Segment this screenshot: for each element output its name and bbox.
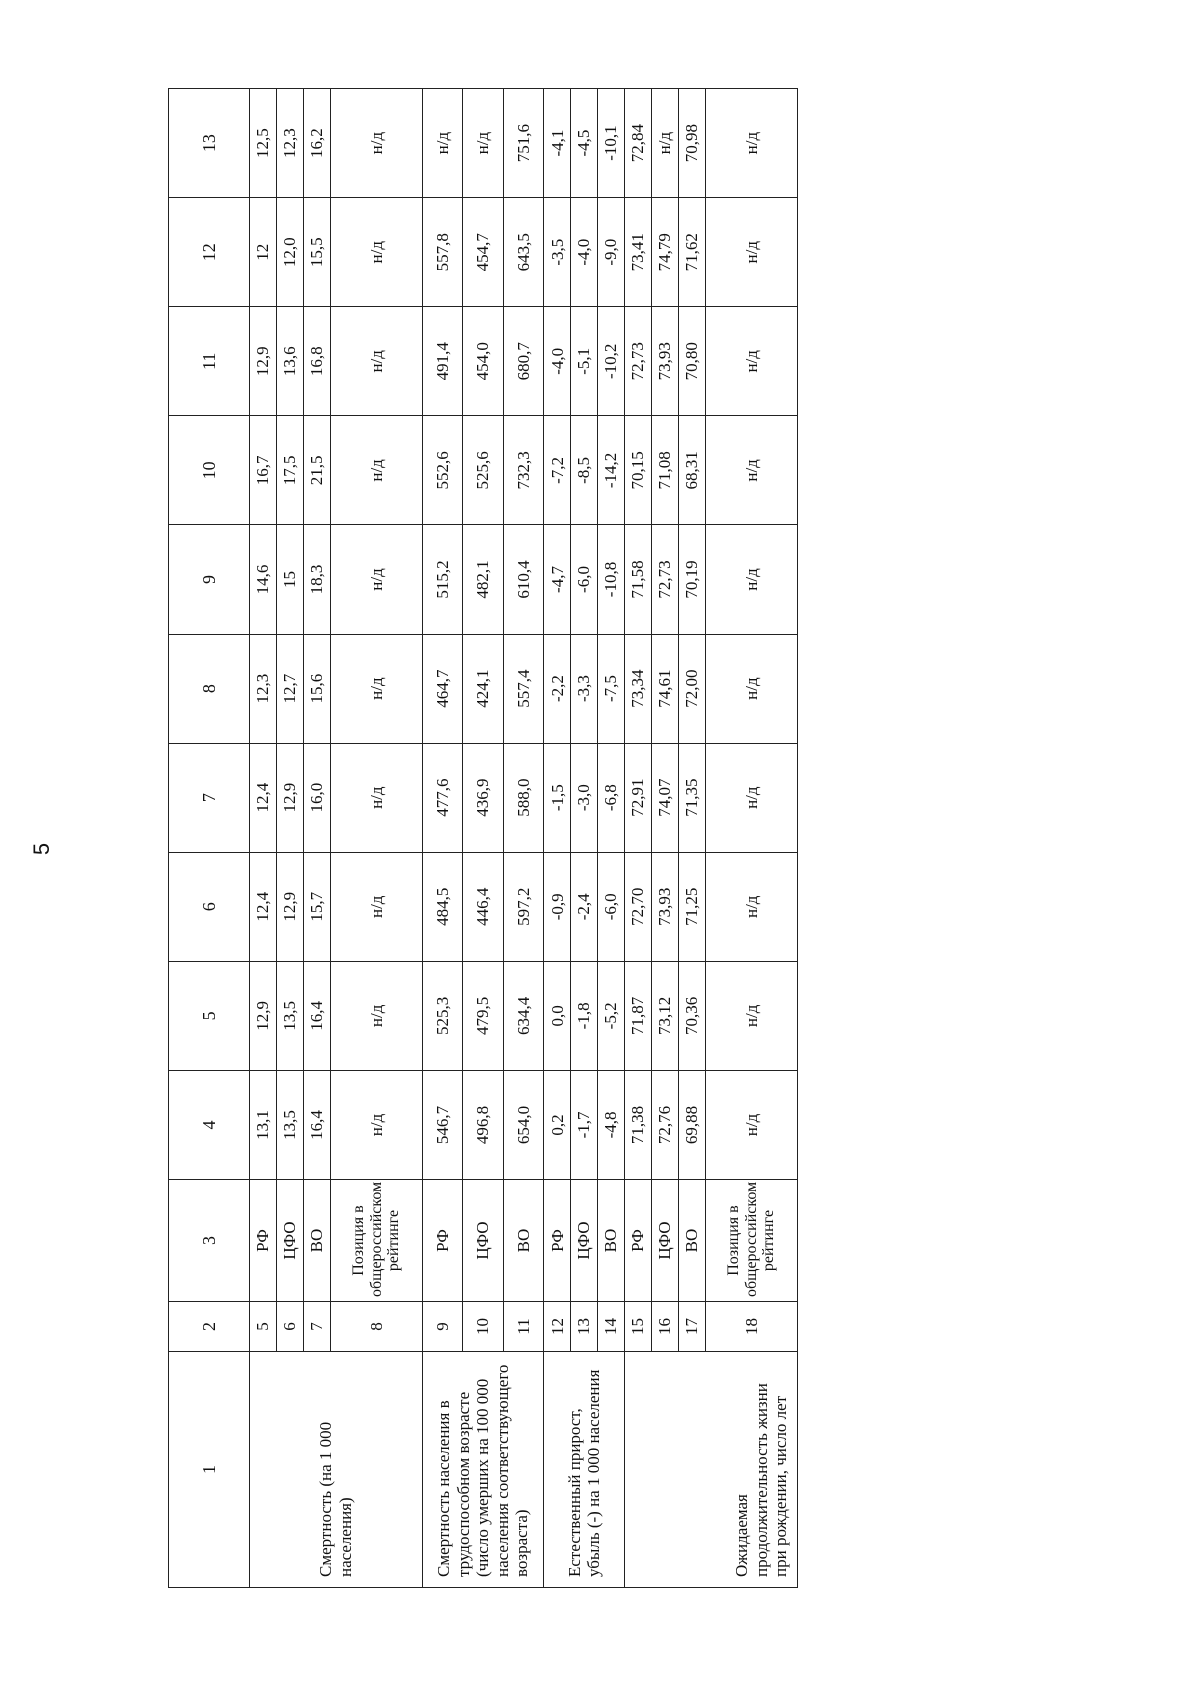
column-header: 10 <box>169 416 250 525</box>
value-cell: 477,6 <box>422 743 463 852</box>
value-cell: 71,38 <box>625 1070 652 1179</box>
value-cell: -3,0 <box>571 743 598 852</box>
value-cell: н/д <box>330 525 422 634</box>
value-cell: 12 <box>250 198 277 307</box>
value-cell: -3,3 <box>571 634 598 743</box>
row-number: 7 <box>303 1302 330 1352</box>
value-cell: н/д <box>706 1070 798 1179</box>
indicator-label: Смертность населения в трудоспособном возрасте (число умерших на 100 000 населения соответствующего возраста) <box>422 1352 544 1588</box>
value-cell: 424,1 <box>463 634 504 743</box>
value-cell: 72,91 <box>625 743 652 852</box>
value-cell: 12,9 <box>276 743 303 852</box>
row-number: 16 <box>652 1302 679 1352</box>
value-cell: 12,0 <box>276 198 303 307</box>
region-label: ЦФО <box>652 1180 679 1302</box>
region-label: ВО <box>303 1180 330 1302</box>
value-cell: н/д <box>706 89 798 198</box>
value-cell: 588,0 <box>503 743 544 852</box>
value-cell: н/д <box>706 634 798 743</box>
value-cell: 16,2 <box>303 89 330 198</box>
region-label: РФ <box>625 1180 652 1302</box>
value-cell: 12,5 <box>250 89 277 198</box>
indicator-label: Ожидаемая продолжительность жизни при рождении, число лет <box>625 1352 798 1588</box>
column-header: 7 <box>169 743 250 852</box>
column-header: 12 <box>169 198 250 307</box>
value-cell: -9,0 <box>598 198 625 307</box>
value-cell: -2,4 <box>571 852 598 961</box>
row-number: 5 <box>250 1302 277 1352</box>
value-cell: 525,3 <box>422 961 463 1070</box>
value-cell: н/д <box>706 852 798 961</box>
value-cell: 552,6 <box>422 416 463 525</box>
value-cell: н/д <box>706 307 798 416</box>
value-cell: -10,8 <box>598 525 625 634</box>
table-row <box>625 89 652 1588</box>
value-cell: 70,98 <box>679 89 706 198</box>
value-cell: 74,07 <box>652 743 679 852</box>
row-number: 18 <box>706 1302 798 1352</box>
region-label: РФ <box>544 1180 571 1302</box>
table-body <box>250 89 798 1588</box>
value-cell: -4,0 <box>544 307 571 416</box>
value-cell: -10,2 <box>598 307 625 416</box>
value-cell: 72,73 <box>652 525 679 634</box>
value-cell: 15 <box>276 525 303 634</box>
value-cell: -1,8 <box>571 961 598 1070</box>
row-number: 10 <box>463 1302 504 1352</box>
value-cell: 70,80 <box>679 307 706 416</box>
value-cell: -6,0 <box>571 525 598 634</box>
value-cell: 12,7 <box>276 634 303 743</box>
row-number: 14 <box>598 1302 625 1352</box>
value-cell: н/д <box>330 743 422 852</box>
region-label: ЦФО <box>276 1180 303 1302</box>
value-cell: 73,12 <box>652 961 679 1070</box>
value-cell: 71,58 <box>625 525 652 634</box>
statistics-table <box>168 88 798 1588</box>
value-cell: -2,2 <box>544 634 571 743</box>
table-header <box>169 89 250 1588</box>
value-cell: 732,3 <box>503 416 544 525</box>
value-cell: 73,93 <box>652 852 679 961</box>
value-cell: 73,34 <box>625 634 652 743</box>
region-label: ЦФО <box>463 1180 504 1302</box>
value-cell: 74,61 <box>652 634 679 743</box>
value-cell: н/д <box>330 307 422 416</box>
value-cell: -7,5 <box>598 634 625 743</box>
value-cell: 71,25 <box>679 852 706 961</box>
value-cell: 70,15 <box>625 416 652 525</box>
value-cell: 72,73 <box>625 307 652 416</box>
value-cell: 525,6 <box>463 416 504 525</box>
value-cell: н/д <box>330 1070 422 1179</box>
value-cell: 654,0 <box>503 1070 544 1179</box>
page-number: 5 <box>29 842 54 856</box>
value-cell: 12,9 <box>276 852 303 961</box>
value-cell: -4,1 <box>544 89 571 198</box>
value-cell: 70,19 <box>679 525 706 634</box>
rotated-table-wrapper <box>168 88 798 1588</box>
value-cell: н/д <box>330 198 422 307</box>
value-cell: -5,2 <box>598 961 625 1070</box>
row-number: 12 <box>544 1302 571 1352</box>
value-cell: н/д <box>706 525 798 634</box>
value-cell: 17,5 <box>276 416 303 525</box>
value-cell: 72,70 <box>625 852 652 961</box>
table-row <box>544 89 571 1588</box>
value-cell: -4,0 <box>571 198 598 307</box>
value-cell: 71,35 <box>679 743 706 852</box>
value-cell: 72,84 <box>625 89 652 198</box>
row-number: 11 <box>503 1302 544 1352</box>
column-header: 1 <box>169 1352 250 1588</box>
value-cell: -8,5 <box>571 416 598 525</box>
value-cell: 12,9 <box>250 307 277 416</box>
value-cell: 71,08 <box>652 416 679 525</box>
value-cell: 557,8 <box>422 198 463 307</box>
value-cell: 12,4 <box>250 743 277 852</box>
value-cell: 454,7 <box>463 198 504 307</box>
row-number: 8 <box>330 1302 422 1352</box>
column-header: 9 <box>169 525 250 634</box>
column-header: 3 <box>169 1180 250 1302</box>
value-cell: -4,8 <box>598 1070 625 1179</box>
value-cell: 16,8 <box>303 307 330 416</box>
value-cell: -1,5 <box>544 743 571 852</box>
column-header: 5 <box>169 961 250 1070</box>
value-cell: 464,7 <box>422 634 463 743</box>
value-cell: -5,1 <box>571 307 598 416</box>
column-header: 11 <box>169 307 250 416</box>
value-cell: н/д <box>330 89 422 198</box>
indicator-label: Смертность (на 1 000 населения) <box>250 1352 423 1588</box>
value-cell: 16,4 <box>303 961 330 1070</box>
value-cell: -4,5 <box>571 89 598 198</box>
value-cell: 69,88 <box>679 1070 706 1179</box>
row-number: 13 <box>571 1302 598 1352</box>
value-cell: 13,5 <box>276 1070 303 1179</box>
region-label: ВО <box>679 1180 706 1302</box>
region-label: ВО <box>503 1180 544 1302</box>
value-cell: 557,4 <box>503 634 544 743</box>
value-cell: 597,2 <box>503 852 544 961</box>
value-cell: н/д <box>652 89 679 198</box>
value-cell: 446,4 <box>463 852 504 961</box>
value-cell: 13,6 <box>276 307 303 416</box>
value-cell: 18,3 <box>303 525 330 634</box>
value-cell: 72,76 <box>652 1070 679 1179</box>
value-cell: 546,7 <box>422 1070 463 1179</box>
value-cell: -3,5 <box>544 198 571 307</box>
value-cell: 68,31 <box>679 416 706 525</box>
value-cell: 12,3 <box>276 89 303 198</box>
value-cell: -10,1 <box>598 89 625 198</box>
value-cell: 13,5 <box>276 961 303 1070</box>
value-cell: -1,7 <box>571 1070 598 1179</box>
value-cell: -6,8 <box>598 743 625 852</box>
value-cell: -6,0 <box>598 852 625 961</box>
value-cell: 12,3 <box>250 634 277 743</box>
value-cell: 12,4 <box>250 852 277 961</box>
value-cell: 479,5 <box>463 961 504 1070</box>
value-cell: 15,5 <box>303 198 330 307</box>
value-cell: н/д <box>422 89 463 198</box>
value-cell: 454,0 <box>463 307 504 416</box>
header-row <box>169 89 250 1588</box>
value-cell: 16,4 <box>303 1070 330 1179</box>
value-cell: -14,2 <box>598 416 625 525</box>
value-cell: н/д <box>706 198 798 307</box>
value-cell: -7,2 <box>544 416 571 525</box>
value-cell: 14,6 <box>250 525 277 634</box>
value-cell: 12,9 <box>250 961 277 1070</box>
row-number: 6 <box>276 1302 303 1352</box>
region-label: ВО <box>598 1180 625 1302</box>
value-cell: н/д <box>463 89 504 198</box>
value-cell: 13,1 <box>250 1070 277 1179</box>
value-cell: 73,41 <box>625 198 652 307</box>
row-number: 15 <box>625 1302 652 1352</box>
value-cell: 680,7 <box>503 307 544 416</box>
value-cell: 71,87 <box>625 961 652 1070</box>
column-header: 13 <box>169 89 250 198</box>
table-row <box>250 89 277 1588</box>
value-cell: 751,6 <box>503 89 544 198</box>
region-label: Позиция в общероссийском рейтинге <box>706 1180 798 1302</box>
value-cell: 496,8 <box>463 1070 504 1179</box>
row-number: 17 <box>679 1302 706 1352</box>
value-cell: 15,6 <box>303 634 330 743</box>
value-cell: 515,2 <box>422 525 463 634</box>
value-cell: 484,5 <box>422 852 463 961</box>
value-cell: 70,36 <box>679 961 706 1070</box>
region-label: ЦФО <box>571 1180 598 1302</box>
value-cell: 16,0 <box>303 743 330 852</box>
value-cell: 15,7 <box>303 852 330 961</box>
column-header: 6 <box>169 852 250 961</box>
value-cell: 73,93 <box>652 307 679 416</box>
value-cell: 16,7 <box>250 416 277 525</box>
value-cell: 610,4 <box>503 525 544 634</box>
column-header: 2 <box>169 1302 250 1352</box>
value-cell: н/д <box>330 961 422 1070</box>
value-cell: н/д <box>706 743 798 852</box>
value-cell: 0,0 <box>544 961 571 1070</box>
region-label: РФ <box>250 1180 277 1302</box>
column-header: 8 <box>169 634 250 743</box>
value-cell: 0,2 <box>544 1070 571 1179</box>
row-number: 9 <box>422 1302 463 1352</box>
value-cell: 74,79 <box>652 198 679 307</box>
value-cell: 491,4 <box>422 307 463 416</box>
region-label: РФ <box>422 1180 463 1302</box>
value-cell: 436,9 <box>463 743 504 852</box>
value-cell: н/д <box>706 416 798 525</box>
value-cell: 634,4 <box>503 961 544 1070</box>
value-cell: н/д <box>330 852 422 961</box>
value-cell: н/д <box>330 634 422 743</box>
value-cell: 71,62 <box>679 198 706 307</box>
value-cell: 72,00 <box>679 634 706 743</box>
value-cell: 21,5 <box>303 416 330 525</box>
value-cell: н/д <box>330 416 422 525</box>
value-cell: 482,1 <box>463 525 504 634</box>
value-cell: 643,5 <box>503 198 544 307</box>
column-header: 4 <box>169 1070 250 1179</box>
table-row <box>422 89 463 1588</box>
value-cell: -0,9 <box>544 852 571 961</box>
indicator-label: Естественный прирост, убыль (-) на 1 000 населения <box>544 1352 625 1588</box>
value-cell: -4,7 <box>544 525 571 634</box>
region-label: Позиция в общероссийском рейтинге <box>330 1180 422 1302</box>
value-cell: н/д <box>706 961 798 1070</box>
